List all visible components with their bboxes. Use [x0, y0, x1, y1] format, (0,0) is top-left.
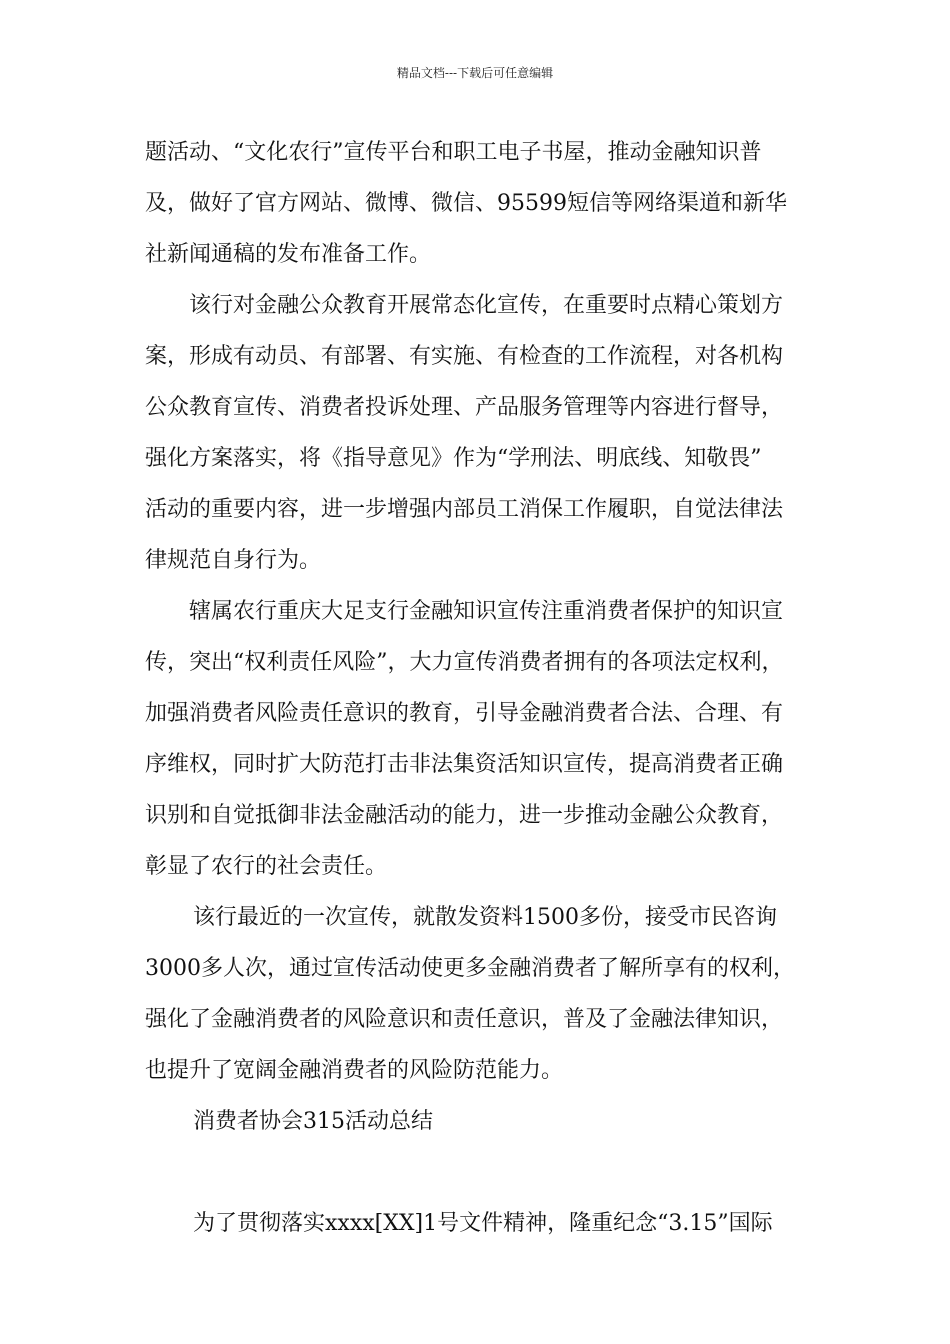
text-line: 也提升了宽阔金融消费者的风险防范能力。: [145, 1058, 564, 1083]
text-line: 传，突出“权利责任风险”，大力宣传消费者拥有的各项法定权利，: [145, 650, 784, 675]
text-line: 公众教育宣传、消费者投诉处理、产品服务管理等内容进行督导，: [145, 395, 784, 420]
section-title: [145, 1096, 805, 1147]
text-line: 识别和自觉抵御非法金融活动的能力，进一步推动金融公众教育，: [145, 803, 784, 828]
text-line: 3000多人次，通过宣传活动使更多金融消费者了解所享有的权利，: [145, 956, 795, 981]
paragraph: [145, 892, 805, 1096]
text-line: 案，形成有动员、有部署、有实施、有检查的工作流程，对各机构: [145, 344, 784, 369]
page-header: 精品文档---下载后可任意编辑: [396, 66, 554, 80]
text-line: 及，做好了官方网站、微博、微信、95599短信等网络渠道和新华: [145, 191, 787, 216]
text-line: 强化了金融消费者的风险意识和责任意识，普及了金融法律知识，: [145, 1007, 784, 1032]
paragraph: [145, 127, 805, 280]
text-line: 强化方案落实，将《指导意见》作为“学刑法、明底线、知敬畏”: [145, 446, 762, 471]
text-line: 为了贯彻落实xxxx[XX]1号文件精神，隆重纪念“3.15”国际: [193, 1211, 773, 1236]
text-line: 辖属农行重庆大足支行金融知识宣传注重消费者保护的知识宣: [189, 599, 784, 624]
blank-line: [145, 1147, 805, 1198]
paragraph: [145, 586, 805, 892]
text-line: 题活动、“文化农行”宣传平台和职工电子书屋，推动金融知识普: [145, 140, 762, 165]
text-line: 该行最近的一次宣传，就散发资料1500多份，接受市民咨询: [193, 905, 777, 930]
text-line: 律规范自身行为。: [145, 548, 322, 573]
text-line: 加强消费者风险责任意识的教育，引导金融消费者合法、合理、有: [145, 701, 784, 726]
text-line: 彰显了农行的社会责任。: [145, 854, 388, 879]
paragraph: [145, 1198, 805, 1249]
text-line: 活动的重要内容，进一步增强内部员工消保工作履职，自觉法律法: [145, 497, 784, 522]
body-text: [145, 127, 805, 1249]
text-line: 该行对金融公众教育开展常态化宣传，在重要时点精心策划方: [189, 293, 784, 318]
text-line: 社新闻通稿的发布准备工作。: [145, 242, 432, 267]
text-line: 消费者协会315活动总结: [193, 1109, 433, 1134]
text-line: 序维权，同时扩大防范打击非法集资活知识宣传，提高消费者正确: [145, 752, 784, 777]
paragraph: [145, 280, 805, 586]
